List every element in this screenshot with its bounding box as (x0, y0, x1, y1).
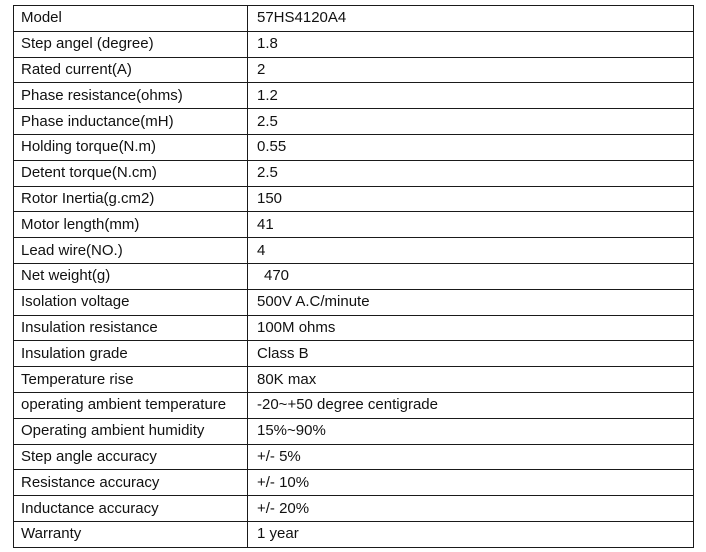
row-value: 1 year (248, 521, 694, 547)
row-value: +/- 10% (248, 470, 694, 496)
table-row (14, 392, 694, 418)
table-row (14, 470, 694, 496)
row-value: 2 (248, 57, 694, 83)
table-row (14, 263, 694, 289)
row-value: 15%~90% (248, 418, 694, 444)
row-label: Holding torque(N.m) (14, 134, 248, 160)
row-label: Isolation voltage (14, 289, 248, 315)
table-row (14, 212, 694, 238)
table-row (14, 341, 694, 367)
row-label: Operating ambient humidity (14, 418, 248, 444)
table-row (14, 83, 694, 109)
row-value: -20~+50 degree centigrade (248, 392, 694, 418)
row-label: Net weight(g) (14, 263, 248, 289)
table-row (14, 289, 694, 315)
table-row (14, 186, 694, 212)
row-label: Step angel (degree) (14, 31, 248, 57)
row-value: 1.8 (248, 31, 694, 57)
spec-table (13, 5, 694, 548)
row-value: 150 (248, 186, 694, 212)
row-value: +/- 5% (248, 444, 694, 470)
table-row (14, 160, 694, 186)
table-row (14, 238, 694, 264)
row-label: Detent torque(N.cm) (14, 160, 248, 186)
row-value: 1.2 (248, 83, 694, 109)
table-row (14, 109, 694, 135)
table-row (14, 31, 694, 57)
row-value: 80K max (248, 367, 694, 393)
row-value: 4 (248, 238, 694, 264)
spec-table-body (14, 6, 694, 548)
row-value: +/- 20% (248, 496, 694, 522)
table-row (14, 521, 694, 547)
row-value: 57HS4120A4 (248, 6, 694, 32)
table-row (14, 6, 694, 32)
row-label: Phase inductance(mH) (14, 109, 248, 135)
table-row (14, 367, 694, 393)
row-value: 2.5 (248, 109, 694, 135)
row-label: Model (14, 6, 248, 32)
row-label: operating ambient temperature (14, 392, 248, 418)
row-label: Warranty (14, 521, 248, 547)
table-row (14, 418, 694, 444)
row-value: 0.55 (248, 134, 694, 160)
row-label: Insulation grade (14, 341, 248, 367)
row-label: Lead wire(NO.) (14, 238, 248, 264)
row-label: Insulation resistance (14, 315, 248, 341)
table-row (14, 315, 694, 341)
row-value: 41 (248, 212, 694, 238)
row-label: Step angle accuracy (14, 444, 248, 470)
row-label: Motor length(mm) (14, 212, 248, 238)
table-row (14, 57, 694, 83)
table-row (14, 444, 694, 470)
row-value: 2.5 (248, 160, 694, 186)
row-value: 100M ohms (248, 315, 694, 341)
row-label: Phase resistance(ohms) (14, 83, 248, 109)
row-label: Rated current(A) (14, 57, 248, 83)
row-label: Rotor Inertia(g.cm2) (14, 186, 248, 212)
row-label: Resistance accuracy (14, 470, 248, 496)
table-row (14, 496, 694, 522)
row-value: Class B (248, 341, 694, 367)
row-label: Temperature rise (14, 367, 248, 393)
row-value: 500V A.C/minute (248, 289, 694, 315)
row-value: 470 (248, 263, 694, 289)
table-row (14, 134, 694, 160)
row-label: Inductance accuracy (14, 496, 248, 522)
